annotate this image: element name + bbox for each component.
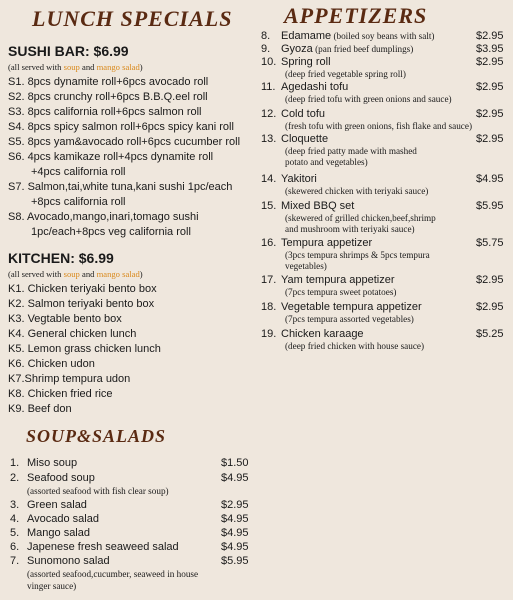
- appetizer-name: Gyoza (pan fried beef dumplings): [281, 43, 414, 55]
- appetizer-description: (7pcs tempura assorted vegetables): [285, 314, 414, 324]
- sushi-item-s2: S2. 8pcs crunchy roll+6pcs B.B.Q.eel roll: [8, 91, 208, 103]
- appetizer-price: $5.75: [476, 237, 504, 249]
- soup-num-7: 7.: [10, 555, 20, 567]
- sushi-item-s7-cont: +8pcs california roll: [31, 196, 126, 208]
- appetizer-name: Edamame (boiled soy beans with salt): [281, 30, 435, 42]
- kitchen-item-k7: K7.Shrimp tempura udon: [8, 373, 131, 385]
- sushi-bar-note: (all served with soup and mango salad): [8, 62, 143, 72]
- soup-price-6: $4.95: [221, 541, 249, 553]
- soup-name-3: Green salad: [27, 499, 87, 511]
- appetizer-description: (skewered of grilled chicken,beef,shrimp: [285, 213, 436, 223]
- kitchen-note: (all served with soup and mango salad): [8, 269, 143, 279]
- appetizers-title: APPETIZERS: [284, 3, 428, 28]
- appetizer-description: and mushroom with teriyaki sauce): [285, 224, 415, 234]
- appetizer-name: Yam tempura appetizer: [281, 274, 395, 286]
- soup-price-7: $5.95: [221, 555, 249, 567]
- sushi-item-s1: S1. 8pcs dynamite roll+6pcs avocado roll: [8, 76, 209, 88]
- kitchen-item-k5: K5. Lemon grass chicken lunch: [8, 343, 161, 355]
- soup-price-3: $2.95: [221, 499, 249, 511]
- appetizer-description: (fresh tofu with green onions, fish flake and sauce): [285, 121, 473, 131]
- appetizer-description: vegetables): [285, 261, 327, 271]
- soup-num-4: 4.: [10, 513, 20, 525]
- appetizer-price: $3.95: [476, 43, 504, 55]
- sushi-item-s6-cont: +4pcs california roll: [31, 166, 126, 178]
- appetizer-name: Cold tofu: [281, 108, 326, 120]
- appetizer-description: (deep fried chicken with house sauce): [285, 341, 425, 351]
- appetizer-description: (deep fried patty made with mashed: [285, 146, 417, 156]
- soup-num-5: 5.: [10, 527, 20, 539]
- kitchen-heading: KITCHEN: $6.99: [8, 250, 114, 266]
- appetizer-price: $4.95: [476, 173, 504, 185]
- lunch-specials-title: LUNCH SPECIALS: [32, 6, 233, 31]
- appetizer-price: $2.95: [476, 301, 504, 313]
- soup-desc-7b: vinger sauce): [27, 581, 77, 591]
- sushi-item-s6: S6. 4pcs kamikaze roll+4pcs dynamite roll: [8, 151, 214, 163]
- appetizer-inline-desc: (boiled soy beans with salt): [331, 31, 435, 41]
- appetizer-number: 9.: [261, 43, 271, 55]
- soup-desc-7a: (assorted seafood,cucumber, seaweed in house: [27, 569, 199, 579]
- appetizer-price: $5.25: [476, 328, 504, 340]
- appetizer-name: Agedashi tofu: [281, 81, 349, 93]
- appetizer-inline-desc: (pan fried beef dumplings): [312, 44, 414, 54]
- appetizer-name: Mixed BBQ set: [281, 200, 355, 212]
- kitchen-item-k9: K9. Beef don: [8, 403, 72, 415]
- kitchen-item-k6: K6. Chicken udon: [8, 358, 95, 370]
- soup-salads-title: SOUP&SALADS: [26, 426, 167, 446]
- appetizer-name: Vegetable tempura appetizer: [281, 301, 422, 313]
- appetizer-number: 13.: [261, 133, 277, 145]
- soup-desc-2: (assorted seafood with fish clear soup): [27, 486, 169, 496]
- appetizer-price: $2.95: [476, 81, 504, 93]
- soup-name-7: Sunomono salad: [27, 555, 110, 567]
- appetizer-description: (3pcs tempura shrimps & 5pcs tempura: [285, 250, 430, 260]
- appetizer-description: potato and vegetables): [285, 157, 368, 167]
- appetizer-name: Tempura appetizer: [281, 237, 373, 249]
- soup-name-5: Mango salad: [27, 527, 90, 539]
- appetizer-number: 16.: [261, 237, 277, 249]
- soup-price-4: $4.95: [221, 513, 249, 525]
- appetizer-number: 15.: [261, 200, 277, 212]
- appetizer-description: (7pcs tempura sweet potatoes): [285, 287, 397, 297]
- soup-num-2: 2.: [10, 472, 20, 484]
- appetizer-number: 11.: [261, 81, 276, 93]
- soup-price-5: $4.95: [221, 527, 249, 539]
- appetizer-price: $2.95: [476, 274, 504, 286]
- appetizer-number: 10.: [261, 56, 277, 68]
- soup-price-2: $4.95: [221, 472, 249, 484]
- sushi-item-s4: S4. 8pcs spicy salmon roll+6pcs spicy kani roll: [8, 121, 234, 133]
- appetizer-number: 14.: [261, 173, 277, 185]
- appetizer-description: (deep fried tofu with green onions and sauce): [285, 94, 452, 104]
- kitchen-item-k2: K2. Salmon teriyaki bento box: [8, 298, 155, 310]
- appetizer-number: 12.: [261, 108, 277, 120]
- sushi-item-s5: S5. 8pcs yam&avocado roll+6pcs cucumber roll: [8, 136, 241, 148]
- appetizer-price: $2.95: [476, 56, 504, 68]
- appetizer-price: $2.95: [476, 133, 504, 145]
- appetizer-name: Spring roll: [281, 56, 331, 68]
- sushi-item-s8-cont: 1pc/each+8pcs veg california roll: [31, 226, 191, 238]
- kitchen-item-k3: K3. Vegtable bento box: [8, 313, 122, 325]
- appetizer-price: $2.95: [476, 108, 504, 120]
- appetizer-name: Chicken karaage: [281, 328, 364, 340]
- appetizer-number: 18.: [261, 301, 277, 313]
- soup-num-3: 3.: [10, 499, 20, 511]
- sushi-bar-heading: SUSHI BAR: $6.99: [8, 43, 129, 59]
- soup-num-6: 6.: [10, 541, 20, 553]
- soup-name-4: Avocado salad: [27, 513, 99, 525]
- appetizer-description: (skewered chicken with teriyaki sauce): [285, 186, 429, 196]
- sushi-item-s3: S3. 8pcs california roll+6pcs salmon roll: [8, 106, 202, 118]
- soup-name-2: Seafood soup: [27, 472, 95, 484]
- appetizer-price: $5.95: [476, 200, 504, 212]
- appetizer-name: Yakitori: [281, 173, 317, 185]
- appetizer-name: Cloquette: [281, 133, 329, 145]
- appetizer-description: (deep fried vegetable spring roll): [285, 69, 406, 79]
- appetizer-number: 8.: [261, 30, 271, 42]
- appetizer-price: $2.95: [476, 30, 504, 42]
- sushi-item-s8: S8. Avocado,mango,inari,tomago sushi: [8, 211, 199, 223]
- soup-num-1: 1.: [10, 457, 20, 469]
- kitchen-item-k4: K4. General chicken lunch: [8, 328, 137, 340]
- appetizer-number: 17.: [261, 274, 277, 286]
- soup-name-6: Japenese fresh seaweed salad: [27, 541, 179, 553]
- sushi-item-s7: S7. Salmon,tai,white tuna,kani sushi 1pc/each: [8, 181, 233, 193]
- appetizer-number: 19.: [261, 328, 277, 340]
- kitchen-item-k1: K1. Chicken teriyaki bento box: [8, 283, 157, 295]
- soup-price-1: $1.50: [221, 457, 249, 469]
- soup-name-1: Miso soup: [27, 457, 78, 469]
- kitchen-item-k8: K8. Chicken fried rice: [8, 388, 113, 400]
